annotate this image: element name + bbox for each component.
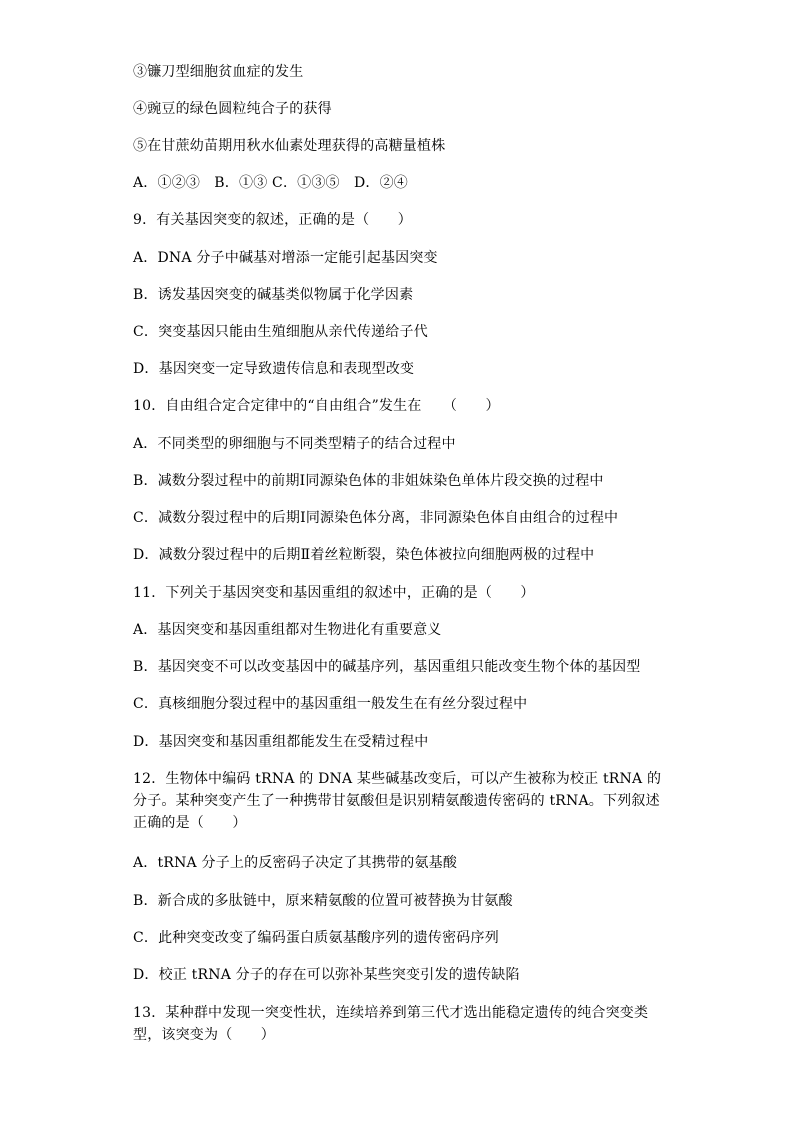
q12-option-d: D．校正 tRNA 分子的存在可以弥补某些突变引发的遗传缺陷 [133,967,520,983]
q11-option-d: D．基因突变和基因重组都能发生在受精过程中 [133,734,429,750]
question-9: 9．有关基因突变的叙述，正确的是（ ） [133,212,412,228]
q12-option-c: C．此种突变改变了编码蛋白质氨基酸序列的遗传密码序列 [133,930,499,946]
option-item-4: ④豌豆的绿色圆粒纯合子的获得 [133,101,332,117]
question-10: 10．自由组合定合定律中的“自由组合”发生在 （ ） [133,398,500,414]
q9-option-a: A．DNA 分子中碱基对增添一定能引起基因突变 [133,250,438,266]
q10-option-b: B．减数分裂过程中的前期Ⅰ同源染色体的非姐妹染色单体片段交换的过程中 [133,473,604,489]
answer-choices-q8: A．①②③ B．①③ C．①③⑤ D．②④ [133,175,408,191]
q12-option-a: A．tRNA 分子上的反密码子决定了其携带的氨基酸 [133,855,458,871]
option-item-3: ③镰刀型细胞贫血症的发生 [133,64,304,80]
q11-option-b: B．基因突变不可以改变基因中的碱基序列，基因重组只能改变生物个体的基因型 [133,659,641,675]
q9-option-c: C．突变基因只能由生殖细胞从亲代传递给子代 [133,324,428,340]
q9-option-d: D．基因突变一定导致遗传信息和表现型改变 [133,361,415,377]
option-item-5: ⑤在甘蔗幼苗期用秋水仙素处理获得的高糖量植株 [133,138,446,154]
q12-option-b: B．新合成的多肽链中，原来精氨酸的位置可被替换为甘氨酸 [133,893,513,909]
question-11: 11．下列关于基因突变和基因重组的叙述中，正确的是（ ） [133,585,535,601]
question-13: 13．某种群中发现一突变性状，连续培养到第三代才选出能稳定遗传的纯合突变类型，该突变为（ ） [133,1005,649,1043]
q10-option-a: A．不同类型的卵细胞与不同类型精子的结合过程中 [133,436,456,452]
q10-option-d: D．减数分裂过程中的后期Ⅱ着丝粒断裂，染色体被拉向细胞两极的过程中 [133,547,595,563]
q11-option-c: C．真核细胞分裂过程中的基因重组一般发生在有丝分裂过程中 [133,696,528,712]
q10-option-c: C．减数分裂过程中的后期Ⅰ同源染色体分离，非同源染色体自由组合的过程中 [133,510,619,526]
q11-option-a: A．基因突变和基因重组都对生物进化有重要意义 [133,622,442,638]
question-12: 12．生物体中编码 tRNA 的 DNA 某些碱基改变后，可以产生被称为校正 tRNA 的分子。某种突变产生了一种携带甘氨酸但是识别精氨酸遗传密码的 tRNA。下列叙述正确的是（ ） [133,771,662,831]
q9-option-b: B．诱发基因突变的碱基类似物属于化学因素 [133,287,414,303]
